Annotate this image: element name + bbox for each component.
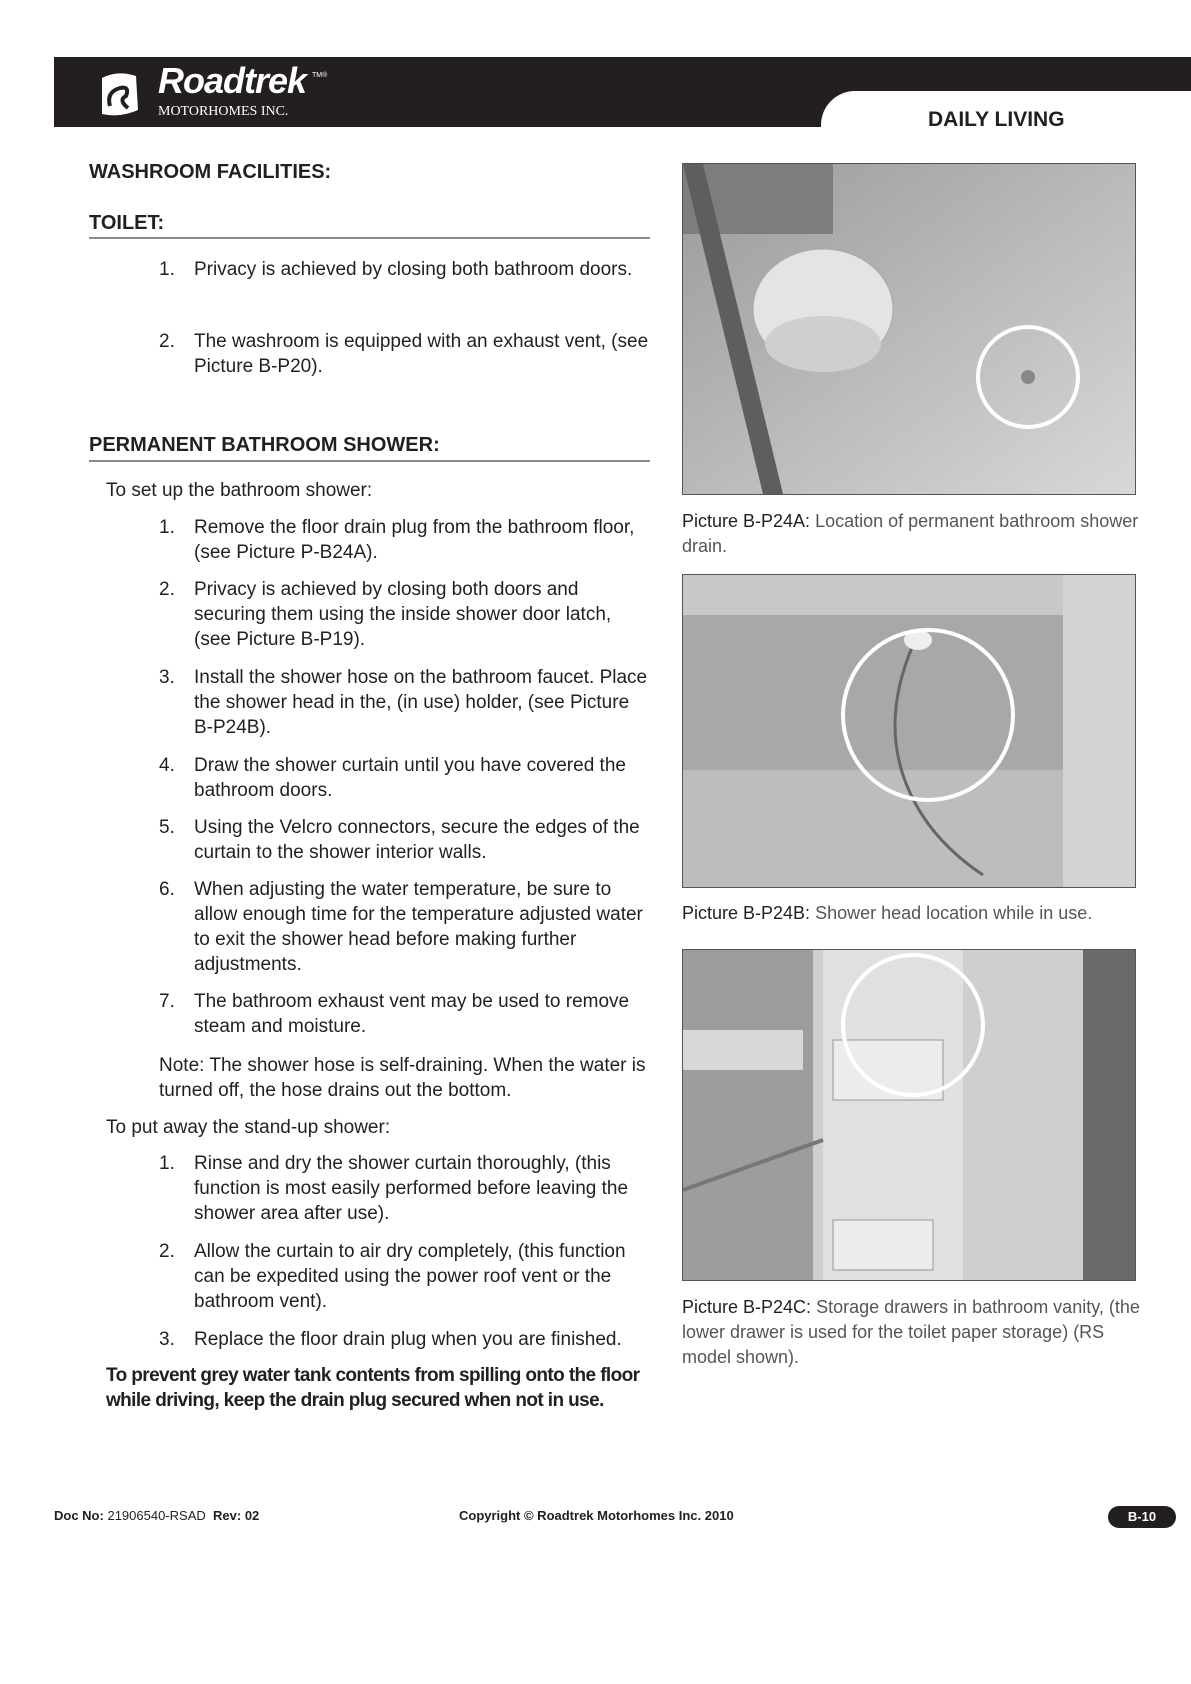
brand-subtitle: MOTORHOMES INC. xyxy=(158,104,289,119)
item-number: 5. xyxy=(159,817,175,838)
photo-vanity-drawers xyxy=(682,949,1136,1281)
warning-text: To prevent grey water tank contents from spilling onto the floor while driving, keep the drain plug secured when not in use. xyxy=(106,1365,640,1411)
list-item xyxy=(159,815,649,865)
item-text: Remove the floor drain plug from the bathroom floor, (see Picture P-B24A). xyxy=(194,517,635,563)
item-number: 1. xyxy=(159,259,175,280)
heading-rule xyxy=(89,237,650,239)
list-item xyxy=(159,515,649,565)
putaway-intro: To put away the stand-up shower: xyxy=(106,1117,391,1138)
item-number: 2. xyxy=(159,1241,175,1262)
item-number: 2. xyxy=(159,331,175,352)
roadtrek-logo-icon xyxy=(98,70,140,118)
washroom-heading: WASHROOM FACILITIES: xyxy=(89,161,332,183)
toilet-heading: TOILET: xyxy=(89,212,165,234)
item-number: 1. xyxy=(159,1153,175,1174)
list-item xyxy=(159,1327,649,1352)
footer-copyright: Copyright © Roadtrek Motorhomes Inc. 2010 xyxy=(459,1508,734,1523)
rev-label: Rev: xyxy=(213,1508,242,1523)
item-text: Privacy is achieved by closing both doors and securing them using the inside shower door latch, (see Picture B-P19). xyxy=(194,579,612,650)
item-number: 1. xyxy=(159,517,175,538)
caption-text: Shower head location while in use. xyxy=(810,903,1093,923)
item-number: 3. xyxy=(159,1329,175,1350)
caption-b-p24a xyxy=(682,509,1142,559)
item-text: The washroom is equipped with an exhaust vent, (see Picture B-P20). xyxy=(194,331,649,377)
doc-number: 21906540-RSAD xyxy=(107,1508,206,1523)
item-text: Replace the floor drain plug when you are finished. xyxy=(194,1329,622,1350)
list-item xyxy=(159,665,649,740)
page-number-badge: B-10 xyxy=(1108,1506,1176,1528)
photo-shower-head xyxy=(682,574,1136,888)
list-item xyxy=(159,989,649,1039)
shower-heading: PERMANENT BATHROOM SHOWER: xyxy=(89,434,440,456)
item-number: 3. xyxy=(159,667,175,688)
note-text: Note: The shower hose is self-draining. When the water is turned off, the hose drains out the bottom. xyxy=(159,1055,646,1101)
list-item xyxy=(159,257,649,282)
item-text: Using the Velcro connectors, secure the edges of the curtain to the shower interior walls. xyxy=(194,817,640,863)
caption-text: Storage drawers in bathroom vanity, (the lower drawer is used for the toilet paper storage) (RS model shown). xyxy=(682,1297,1140,1367)
list-item xyxy=(159,329,649,379)
list-item xyxy=(159,577,649,652)
list-item xyxy=(159,877,649,977)
photo-shower-drain xyxy=(682,163,1136,495)
item-number: 2. xyxy=(159,579,175,600)
doc-label: Doc No: xyxy=(54,1508,104,1523)
caption-label: Picture B-P24A: xyxy=(682,511,811,531)
section-title: DAILY LIVING xyxy=(928,108,1065,131)
caption-label: Picture B-P24C: xyxy=(682,1297,812,1317)
brand-name: Roadtrek xyxy=(158,60,307,101)
item-text: Rinse and dry the shower curtain thoroughly, (this function is most easily performed before leaving the shower area after use). xyxy=(194,1153,629,1224)
item-number: 6. xyxy=(159,879,175,900)
brand-trademark: TM® xyxy=(312,72,328,79)
rev-number: 02 xyxy=(244,1508,260,1523)
caption-b-p24c xyxy=(682,1295,1142,1370)
item-number: 7. xyxy=(159,991,175,1012)
caption-label: Picture B-P24B: xyxy=(682,903,811,923)
item-number: 4. xyxy=(159,755,175,776)
caption-text: Location of permanent bathroom shower drain. xyxy=(682,511,1139,556)
caption-b-p24b xyxy=(682,901,1142,926)
setup-intro: To set up the bathroom shower: xyxy=(106,480,373,501)
list-item xyxy=(159,753,649,803)
item-text: Allow the curtain to air dry completely, (this function can be expedited using the power roof vent or the bathroom vent). xyxy=(194,1241,626,1312)
item-text: Draw the shower curtain until you have covered the bathroom doors. xyxy=(194,755,626,801)
list-item xyxy=(159,1239,649,1314)
item-text: Privacy is achieved by closing both bathroom doors. xyxy=(194,259,633,280)
list-item xyxy=(159,1151,649,1226)
heading-rule xyxy=(89,460,650,462)
item-text: Install the shower hose on the bathroom faucet. Place the shower head in the, (in use) holder, (see Picture B-P24B). xyxy=(194,667,648,738)
item-text: When adjusting the water temperature, be sure to allow enough time for the temperature adjusted water to exit the shower head before making further adjustments. xyxy=(194,879,643,975)
item-text: The bathroom exhaust vent may be used to remove steam and moisture. xyxy=(194,991,630,1037)
footer-doc xyxy=(54,1508,259,1523)
